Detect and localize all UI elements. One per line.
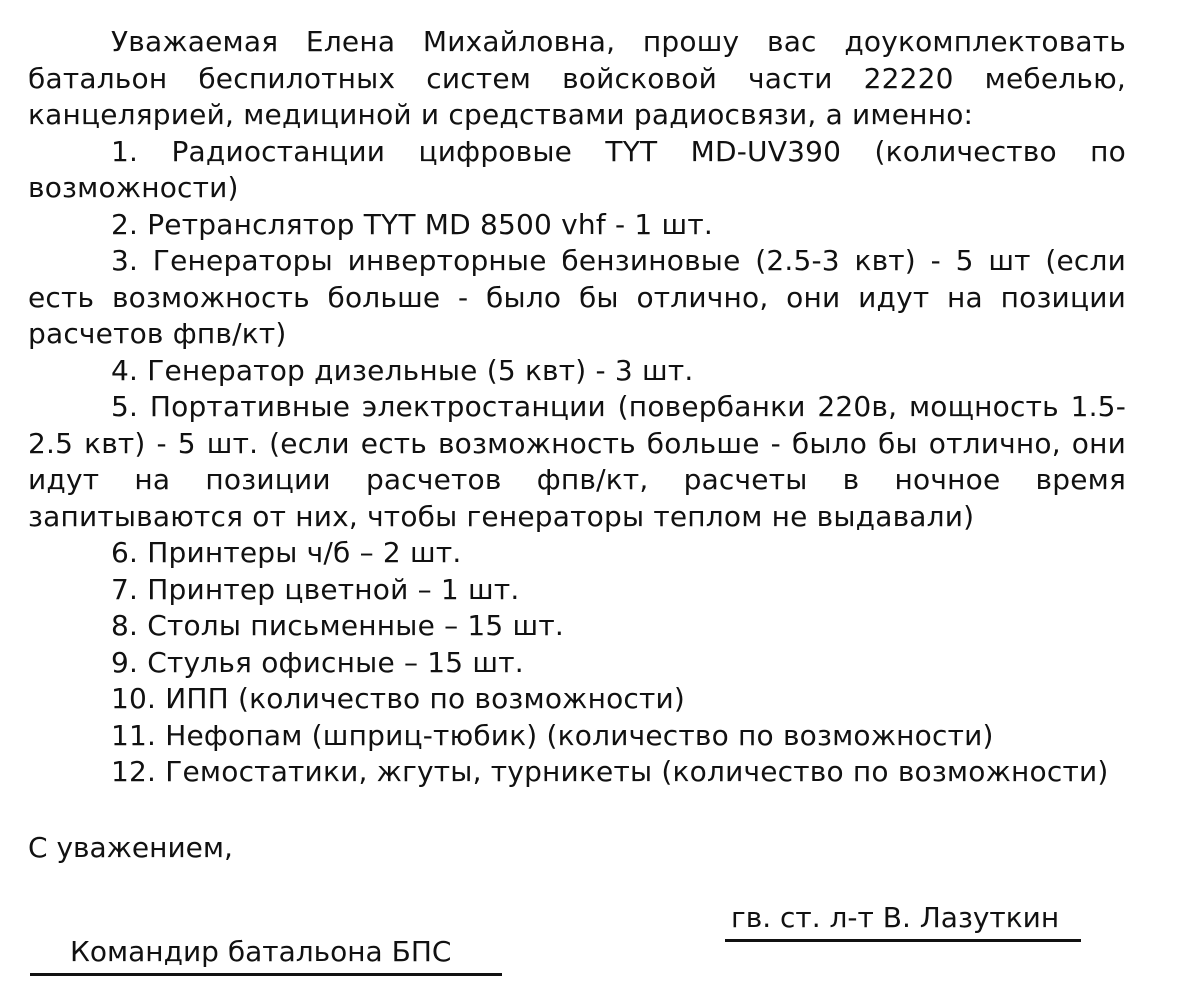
list-item: 12. Гемостатики, жгуты, турникеты (количество по возможности) <box>111 755 1109 788</box>
list-item: 1. Радиостанции цифровые TYT MD-UV390 (количество по возможности) <box>28 134 1126 204</box>
letter-body <box>28 24 1126 791</box>
list-item: 4. Генератор дизельные (5 квт) - 3 шт. <box>111 353 694 387</box>
list-item: 11. Нефопам (шприц-тюбик) (количество по возможности) <box>111 718 994 752</box>
letter-intro: Уважаемая Елена Михайловна, прошу вас доукомплектовать батальон беспилотных систем войсковой части 22220 мебелью, канцелярией, медициной и средствами радиосвязи, а именно: <box>28 25 1126 131</box>
list-item: 7. Принтер цветной – 1 шт. <box>111 572 520 606</box>
position-line <box>30 973 502 976</box>
list-item: 5. Портативные электростанции (повербанки 220в, мощность 1.5-2.5 квт) - 5 шт. (если есть возможность больше - было бы отлично, они идут на позиции расчетов фпв/кт, расчеты в ночное время запитываются от них, чтобы генераторы теплом не выдавали) <box>28 390 1126 533</box>
closing-text: С уважением, <box>28 831 233 864</box>
list-item: 6. Принтеры ч/б – 2 шт. <box>111 536 462 569</box>
signer-position: Командир батальона БПС <box>70 935 452 968</box>
list-item: 8. Столы письменные – 15 шт. <box>111 609 564 642</box>
signer-name: гв. ст. л-т В. Лазуткин <box>731 901 1060 934</box>
list-item: 10. ИПП (количество по возможности) <box>111 682 686 715</box>
list-item: 3. Генераторы инверторные бензиновые (2.5-3 квт) - 5 шт (если есть возможность больше - было бы отлично, они идут на позиции расчетов фпв/кт) <box>28 244 1126 350</box>
signer-block <box>725 900 1081 944</box>
list-item: 9. Стулья офисные – 15 шт. <box>111 645 524 679</box>
position-block <box>30 934 502 980</box>
signature-line <box>725 939 1081 942</box>
list-item: 2. Ретранслятор TYT MD 8500 vhf - 1 шт. <box>111 207 713 241</box>
